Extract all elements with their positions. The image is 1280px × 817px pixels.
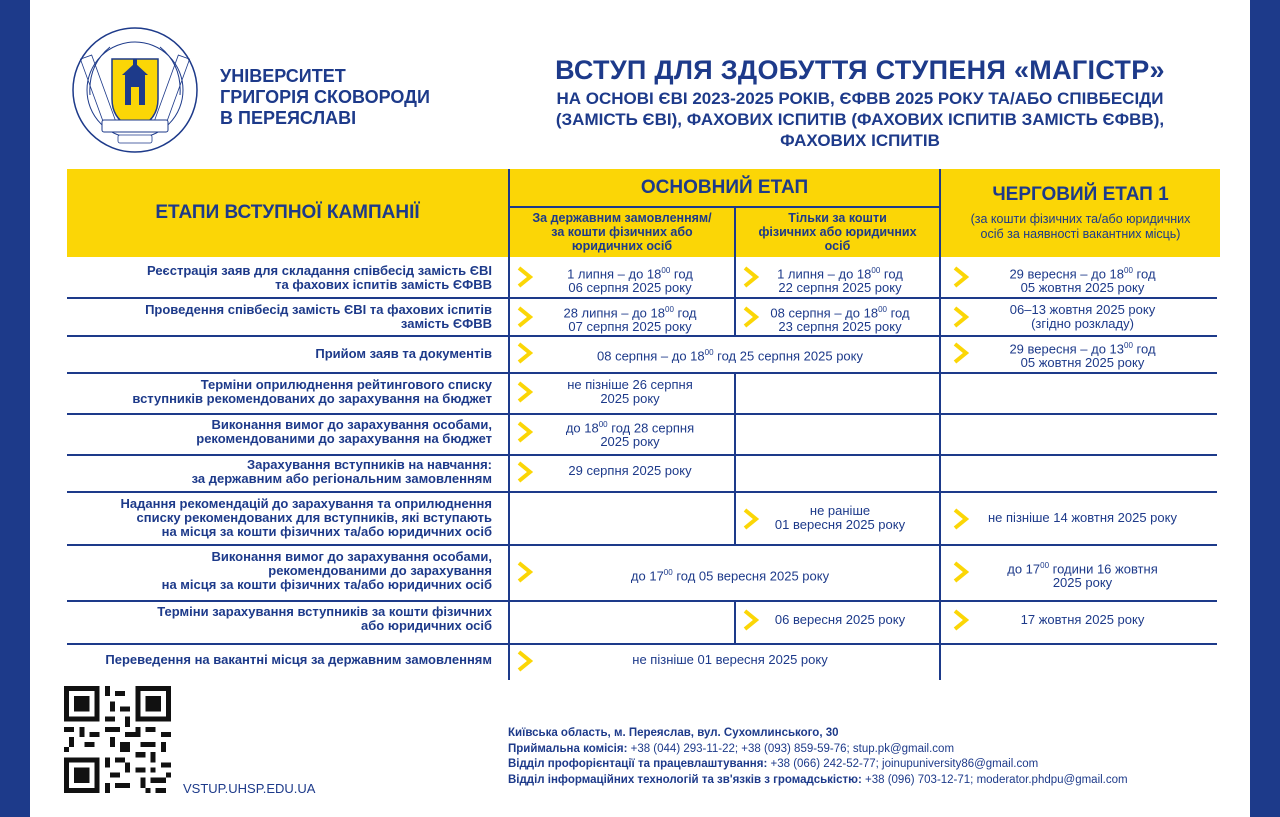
grid-line (67, 600, 1217, 602)
committee-label: Приймальна комісія: (508, 742, 628, 755)
grid-line (67, 454, 1217, 456)
grid-line (510, 206, 939, 208)
grid-line (734, 207, 736, 257)
date-text: 29 серпня 2025 року (568, 463, 692, 478)
stage-text-line: рекомендованими до зарахування на бюджет (196, 431, 492, 446)
date-text: 01 вересня 2025 року (774, 517, 906, 532)
date-text: год 28 серпня (607, 420, 695, 436)
date-text: 2025 року (1052, 575, 1113, 591)
right-border-bar (1250, 0, 1280, 817)
university-name (220, 66, 430, 129)
header-main-stage: ОСНОВНИЙ ЕТАП (510, 169, 939, 206)
cell-r2-state (530, 303, 730, 334)
stage-text-line: Реєстрація заяв для складання співбесід замість ЄВІ (146, 263, 492, 278)
stage-text-line: списку рекомендованих для вступників, які вступають (136, 510, 492, 525)
header-paid-only (736, 207, 939, 257)
date-text: год 05 вересня 2025 року (672, 568, 830, 584)
cell-r6-state (530, 464, 730, 478)
date-text: 07 серпня 2025 року (568, 319, 692, 335)
date-text: до 18 (565, 420, 599, 436)
date-text: не пізніше 01 вересня 2025 року (632, 652, 828, 667)
grid-line (67, 372, 1217, 374)
page-title: ВСТУП ДЛЯ ЗДОБУТТЯ СТУПЕНЯ «МАГІСТР» (555, 55, 1165, 85)
header-stages: ЕТАПИ ВСТУПНОЇ КАМПАНІЇ (67, 169, 508, 257)
stage-enrollment-state (70, 458, 492, 486)
date-text: год (670, 266, 693, 282)
header-state-order-line1: За державним замовленням/ (532, 211, 712, 225)
grid-line (939, 169, 941, 680)
turn-note-line1: (за кошти фізичних та/або юридичних (970, 212, 1191, 226)
subtitle-line2: (ЗАМІСТЬ ЄВІ), ФАХОВИХ ІСПИТІВ (ФАХОВИХ ІСПИТІВ ЗАМІСТЬ ЄФВВ), (555, 110, 1165, 129)
header-paid-only-line1: Тільки за кошти (788, 211, 887, 225)
stage-interviews (70, 303, 492, 331)
date-text: 06 серпня 2025 року (568, 280, 692, 296)
cell-r7-turn (965, 511, 1200, 525)
header-paid-only-line3: осіб (824, 239, 851, 253)
date-text: до 17 (1007, 561, 1041, 577)
grid-line (734, 372, 736, 544)
committee-contacts: +38 (044) 293-11-22; +38 (093) 859-59-76; stup.pk@gmail.com (627, 742, 955, 755)
date-text: 2025 року (600, 391, 660, 406)
grid-line (67, 491, 1217, 493)
university-logo (70, 25, 200, 155)
hour-sup: 00 (1124, 341, 1133, 350)
date-text: 29 вересня – до 18 (1009, 266, 1125, 282)
cell-r3-turn (965, 339, 1200, 370)
stage-paid-recommendations (70, 497, 492, 539)
date-text: 22 серпня 2025 року (778, 280, 902, 296)
hour-sup: 00 (1040, 561, 1050, 570)
date-text: не пізніше 14 жовтня 2025 року (988, 510, 1177, 525)
date-text: (згідно розкладу) (1031, 316, 1134, 331)
stage-text-line: Прийом заяв та документів (315, 346, 492, 361)
cell-r2-paid (750, 303, 930, 334)
header-state-order (510, 207, 734, 257)
stage-budget-requirements (70, 418, 492, 446)
university-name-line1: УНІВЕРСИТЕТ (220, 66, 346, 86)
date-text: год (1132, 341, 1156, 357)
date-text: 06 вересня 2025 року (774, 612, 906, 627)
date-text: 2025 року (600, 434, 660, 450)
cell-r1-paid (750, 264, 930, 295)
career-label: Відділ профорієнтації та працевлаштування: (508, 758, 768, 770)
stage-text-line: Надання рекомендацій до зарахування та оприлюднення (120, 496, 492, 511)
contacts-block (508, 726, 1128, 788)
date-text: 17 жовтня 2025 року (1020, 612, 1145, 627)
grid-line (67, 413, 1217, 415)
stage-paid-requirements (70, 550, 492, 592)
grid-line (67, 297, 1217, 299)
stage-text-line: Терміни зарахування вступників за кошти фізичних (157, 604, 492, 619)
date-text: год (1132, 266, 1156, 282)
stage-text-line: рекомендованими до зарахування (268, 563, 492, 578)
grid-line (67, 335, 1217, 337)
qr-code-icon (64, 686, 171, 793)
stage-text-line: Виконання вимог до зарахування особами, (211, 549, 492, 564)
date-text: 08 серпня – до 18 (770, 305, 879, 321)
cell-r9-turn (965, 613, 1200, 627)
stage-text-line: замість ЄФВВ (400, 316, 492, 331)
header-turn-stage-title: ЧЕРГОВИЙ ЕТАП 1 (992, 184, 1169, 205)
page-subtitle (500, 88, 1220, 151)
date-text: 08 серпня – до 18 (597, 348, 705, 364)
subtitle-line1: НА ОСНОВІ ЄВІ 2023-2025 РОКІВ, ЄФВВ 2025 РОКУ ТА/АБО СПІВБЕСІДИ (556, 89, 1164, 108)
date-text: години 16 жовтня (1049, 561, 1158, 577)
header-state-order-line3: юридичних осіб (571, 239, 673, 253)
university-name-line3: В ПЕРЕЯСЛАВІ (220, 108, 357, 128)
it-label: Відділ інформаційних технологій та зв'язків з громадськістю: (508, 773, 862, 786)
header-turn-stage-note (971, 212, 1191, 242)
cell-r2-turn (965, 303, 1200, 331)
hour-sup: 00 (871, 266, 881, 275)
cell-r5-state (530, 418, 730, 449)
date-text: год 25 серпня 2025 року (713, 348, 863, 364)
cell-r1-turn (965, 264, 1200, 295)
stage-paid-enrollment (70, 605, 492, 633)
hour-sup: 00 (661, 266, 671, 275)
stage-text-line: Виконання вимог до зарахування особами, (211, 417, 492, 432)
stage-text-line: Переведення на вакантні місця за державним замовленням (105, 652, 492, 667)
cell-r3-merged (530, 346, 930, 363)
stage-text-line: на місця за кошти фізичних та/або юридичних осіб (161, 524, 492, 539)
date-text: 05 жовтня 2025 року (1020, 355, 1145, 371)
it-contacts: +38 (096) 703-12-71; moderator.phdpu@gmail.com (861, 773, 1128, 786)
hour-sup: 00 (704, 348, 714, 357)
grid-line (67, 544, 1217, 546)
stage-text-line: на місця за кошти фізичних та/або юридичних осіб (161, 577, 492, 592)
stage-text-line: за державним або регіональним замовленням (191, 471, 492, 486)
date-text: не раніше (809, 503, 871, 518)
cell-r10-merged (530, 653, 930, 667)
stage-registration (70, 264, 492, 292)
stage-text-line: та фахових іспитів замість ЄФВВ (275, 277, 492, 292)
hour-sup: 00 (598, 420, 608, 429)
cell-r7-paid (750, 504, 930, 532)
date-text: до 17 (630, 568, 664, 584)
grid-line (734, 257, 736, 335)
header-turn-stage (941, 169, 1220, 257)
header-state-order-line2: за кошти фізичних або (551, 225, 693, 239)
stage-text-line: вступників рекомендованих до зарахування на бюджет (132, 391, 492, 406)
hour-sup: 00 (663, 568, 673, 577)
stage-text-line: Проведення співбесід замість ЄВІ та фахових іспитів (145, 302, 492, 317)
stage-text-line: Зарахування вступників на навчання: (246, 457, 492, 472)
date-text: 1 липня – до 18 (567, 266, 662, 282)
cell-r1-state (530, 264, 730, 295)
cell-r8-turn (965, 559, 1200, 590)
cell-r9-paid (750, 613, 930, 627)
date-text: 28 липня – до 18 (563, 305, 665, 321)
hour-sup: 00 (1124, 266, 1133, 275)
date-text: год (880, 266, 903, 282)
grid-line (67, 643, 1217, 645)
date-text: 05 жовтня 2025 року (1020, 280, 1145, 296)
address-text: Київська область, м. Переяслав, вул. Сухомлинського, 30 (508, 727, 839, 739)
stage-applications (70, 347, 492, 361)
date-text: 06–13 жовтня 2025 року (1009, 302, 1156, 317)
stage-text-line: або юридичних осіб (361, 618, 492, 633)
stage-text-line: Терміни оприлюднення рейтингового списку (200, 377, 492, 392)
grid-line (734, 600, 736, 643)
left-border-bar (0, 0, 30, 817)
cell-r4-state (530, 378, 730, 406)
stage-ranking-publication (70, 378, 492, 406)
date-text: 1 липня – до 18 (777, 266, 872, 282)
website-link[interactable]: VSTUP.UHSP.EDU.UA (183, 781, 316, 796)
hour-sup: 00 (665, 305, 674, 314)
date-text: не пізніше 26 серпня (567, 377, 693, 392)
subtitle-line3: ФАХОВИХ ІСПИТІВ (780, 131, 940, 150)
turn-note-line2: осіб за наявності вакантних місць) (980, 227, 1181, 241)
career-contacts: +38 (066) 242-52-77; joinupuniversity86@gmail.com (767, 758, 1039, 770)
header-paid-only-line2: фізичних або юридичних (758, 225, 917, 239)
hour-sup: 00 (878, 305, 887, 314)
date-text: 23 серпня 2025 року (778, 319, 902, 335)
date-text: год (673, 305, 697, 321)
stage-vacant-transfer (70, 653, 492, 667)
date-text: год (886, 305, 910, 321)
date-text: 29 вересня – до 13 (1009, 341, 1125, 357)
cell-r8-merged (530, 566, 930, 583)
university-name-line2: ГРИГОРІЯ СКОВОРОДИ (220, 87, 430, 107)
grid-line (508, 169, 510, 680)
